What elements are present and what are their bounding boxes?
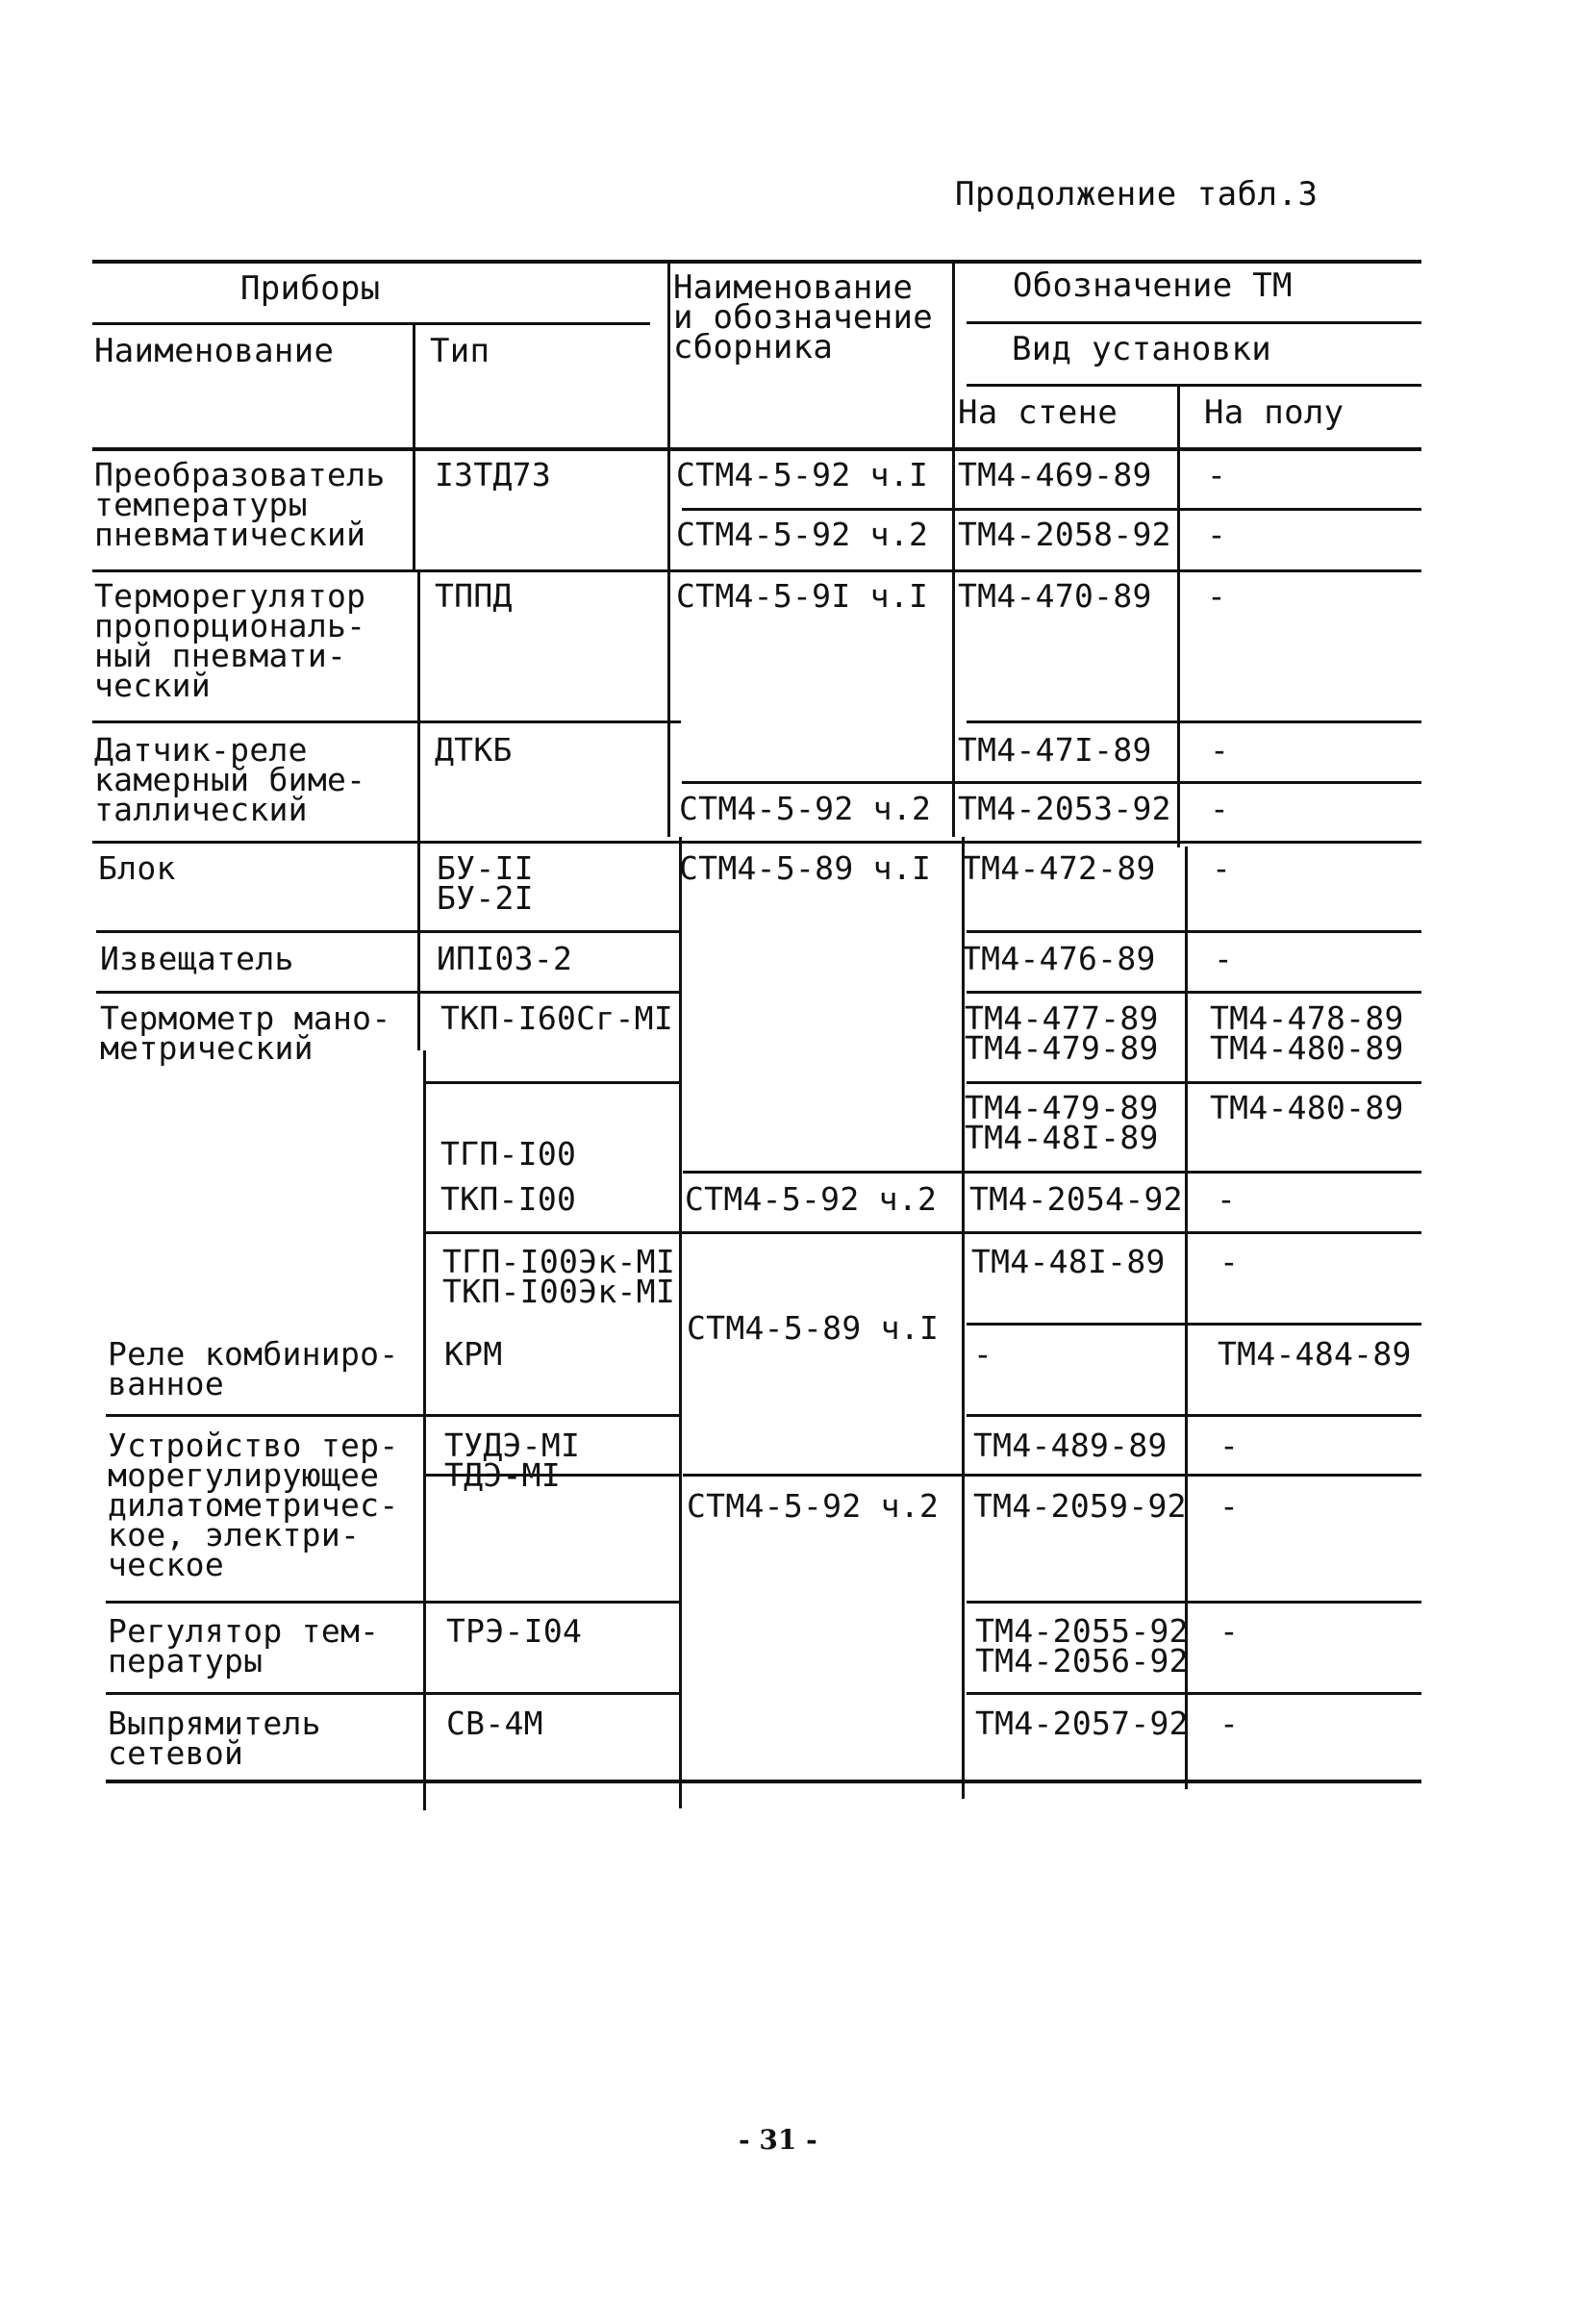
col-coll-tm-divider-2 — [962, 837, 965, 1799]
r9-floor-b: - — [1219, 1487, 1240, 1525]
r4-wall: ТМ4-472-89 — [962, 849, 1156, 887]
rule-r3-mid — [682, 781, 1421, 784]
r6-floor-b: ТМ4-480-89 — [1210, 1089, 1404, 1126]
rule-r10-bottom-b — [967, 1692, 1421, 1695]
r6-type-c: ТКП-I00 — [440, 1180, 577, 1218]
r5-name: Извещатель — [100, 940, 294, 977]
header-name: Наименование — [94, 332, 335, 370]
rule-install-under — [967, 384, 1421, 387]
r6-wall-c: ТМ4-2054-92 — [969, 1180, 1183, 1218]
header-collection: Наименование и обозначение сборника — [673, 268, 934, 366]
col-name-type-divider — [413, 324, 415, 569]
r10-wall: ТМ4-2055-92 ТМ4-2056-92 — [975, 1612, 1189, 1680]
r1-collection-b: СТМ4-5-92 ч.2 — [676, 516, 929, 553]
table-caption: Продолжение табл.3 — [955, 175, 1319, 214]
r7-floor: - — [1219, 1243, 1240, 1280]
r4-collection: СТМ4-5-89 ч.I — [679, 849, 932, 887]
rule-r1-bottom — [92, 569, 1421, 572]
r5-type: ИПI03-2 — [437, 940, 573, 977]
r3-wall-b: ТМ4-2053-92 — [958, 790, 1171, 827]
r9-wall-a: ТМ4-489-89 — [973, 1427, 1168, 1464]
r6-wall-b: ТМ4-479-89 ТМ4-48I-89 — [965, 1089, 1159, 1156]
rule-devices-under — [92, 322, 650, 325]
r8-floor: ТМ4-484-89 — [1218, 1335, 1412, 1373]
r2-name: Терморегулятор пропорциональ- ный пневмати- ческий — [94, 577, 366, 704]
col-name-type-divider-2 — [417, 569, 420, 1050]
r8-name: Реле комбиниро- ванное — [108, 1335, 399, 1402]
rule-tm-under — [967, 321, 1421, 324]
r7-wall: ТМ4-48I-89 — [971, 1243, 1166, 1280]
r10-floor: - — [1219, 1612, 1240, 1650]
r3-floor-b: - — [1210, 790, 1230, 827]
table-bottom-rule — [106, 1780, 1421, 1783]
col-name-type-divider-3 — [423, 1050, 426, 1810]
header-type: Тип — [430, 332, 490, 370]
r3-collection-b: СТМ4-5-92 ч.2 — [679, 790, 932, 827]
r6-floor-a: ТМ4-478-89 ТМ4-480-89 — [1210, 999, 1404, 1067]
rule-r10-bottom — [106, 1692, 681, 1695]
rule-r1-mid — [682, 508, 1421, 511]
rule-r4-bottom — [96, 930, 681, 933]
col-type-coll-divider-2 — [679, 837, 682, 1808]
r1-floor-a: - — [1207, 456, 1227, 493]
rule-r8-bottom — [106, 1414, 681, 1417]
r9-wall-b: ТМ4-2059-92 — [973, 1487, 1187, 1525]
rule-r6-c-bottom — [425, 1231, 1421, 1234]
r2-floor: - — [1207, 577, 1227, 615]
r1-wall-a: ТМ4-469-89 — [958, 456, 1152, 493]
rule-r5-bottom-b — [967, 991, 1421, 994]
r11-wall: ТМ4-2057-92 — [975, 1705, 1189, 1742]
r3-name: Датчик-реле камерный биме- таллический — [94, 731, 366, 828]
r5-wall: ТМ4-476-89 — [962, 940, 1156, 977]
header-bottom-rule — [92, 447, 1421, 451]
r1-collection-a: СТМ4-5-92 ч.I — [676, 456, 929, 493]
r6-type-b: ТГП-I00 — [440, 1135, 577, 1173]
header-on-wall: На стене — [958, 393, 1118, 432]
rule-r4-bottom-b — [967, 930, 1421, 933]
header-install-type: Вид установки — [1012, 330, 1272, 368]
r4-type: БУ-II БУ-2I — [437, 849, 534, 917]
r7-type: ТГП-I00Эк-МI ТКП-I00Эк-МI — [442, 1243, 676, 1310]
col-wall-floor-divider — [1177, 386, 1180, 847]
header-tm-designation: Обозначение ТМ — [1013, 266, 1293, 305]
header-on-floor: На полу — [1204, 393, 1344, 432]
rule-r3-bottom — [92, 841, 1421, 844]
r11-type: СВ-4М — [446, 1705, 543, 1742]
rule-r7-bottom — [967, 1323, 1421, 1326]
r4-floor: - — [1212, 849, 1232, 887]
r3-wall-a: ТМ4-47I-89 — [958, 731, 1152, 769]
rule-r2-bottom-b — [967, 720, 1421, 723]
rule-r9-bottom-b — [967, 1601, 1421, 1604]
r4-name: Блок — [98, 849, 176, 887]
r2-wall: ТМ4-470-89 — [958, 577, 1152, 615]
r6-floor-c: - — [1217, 1180, 1237, 1218]
rule-r6-b-bottom — [683, 1171, 1421, 1174]
r2-type: ТППД — [435, 577, 513, 615]
col-type-coll-divider — [667, 260, 670, 837]
table-top-rule — [92, 260, 1421, 264]
rule-r9-bottom — [106, 1601, 681, 1604]
r6-wall-a: ТМ4-477-89 ТМ4-479-89 — [965, 999, 1159, 1067]
r9-floor-a: - — [1219, 1427, 1240, 1464]
r3-floor-a: - — [1210, 731, 1230, 769]
r7-collection: СТМ4-5-89 ч.I — [687, 1309, 940, 1347]
rule-r5-bottom — [96, 991, 681, 994]
r11-name: Выпрямитель сетевой — [108, 1705, 321, 1772]
r6-name: Термометр мано- метрический — [100, 999, 391, 1067]
r5-floor: - — [1214, 940, 1234, 977]
rule-r6-wall-a — [967, 1081, 1421, 1084]
r3-type: ДТКБ — [435, 731, 513, 769]
r6-type-a: ТКП-I60Сг-МI — [440, 999, 674, 1037]
page-number: - 31 - — [739, 2124, 817, 2156]
r10-name: Регулятор тем- пературы — [108, 1612, 380, 1680]
r10-type: ТРЭ-I04 — [446, 1612, 583, 1650]
rule-r9-mid-b — [683, 1474, 1421, 1477]
r1-name: Преобразователь температуры пневматический — [94, 456, 386, 553]
rule-r2-bottom — [92, 720, 681, 723]
r8-wall: - — [973, 1335, 993, 1373]
r9-name: Устройство тер- морегулирующее дилатометричес- кое, электри- ческое — [108, 1427, 399, 1583]
rule-r8-bottom-b — [967, 1414, 1421, 1417]
r1-floor-b: - — [1207, 516, 1227, 553]
r2-collection: СТМ4-5-9I ч.I — [676, 577, 929, 615]
r6-collection-c: СТМ4-5-92 ч.2 — [685, 1180, 938, 1218]
r9-type: ТУДЭ-МI ТДЭ-МI — [444, 1427, 581, 1494]
r1-type: I3ТД73 — [435, 456, 552, 493]
rule-r6-type-a — [425, 1081, 680, 1084]
col-coll-tm-divider — [952, 260, 955, 837]
r11-floor: - — [1219, 1705, 1240, 1742]
header-devices: Приборы — [240, 269, 381, 308]
r1-wall-b: ТМ4-2058-92 — [958, 516, 1171, 553]
r9-collection-b: СТМ4-5-92 ч.2 — [687, 1487, 940, 1525]
r8-type: КРМ — [444, 1335, 503, 1373]
